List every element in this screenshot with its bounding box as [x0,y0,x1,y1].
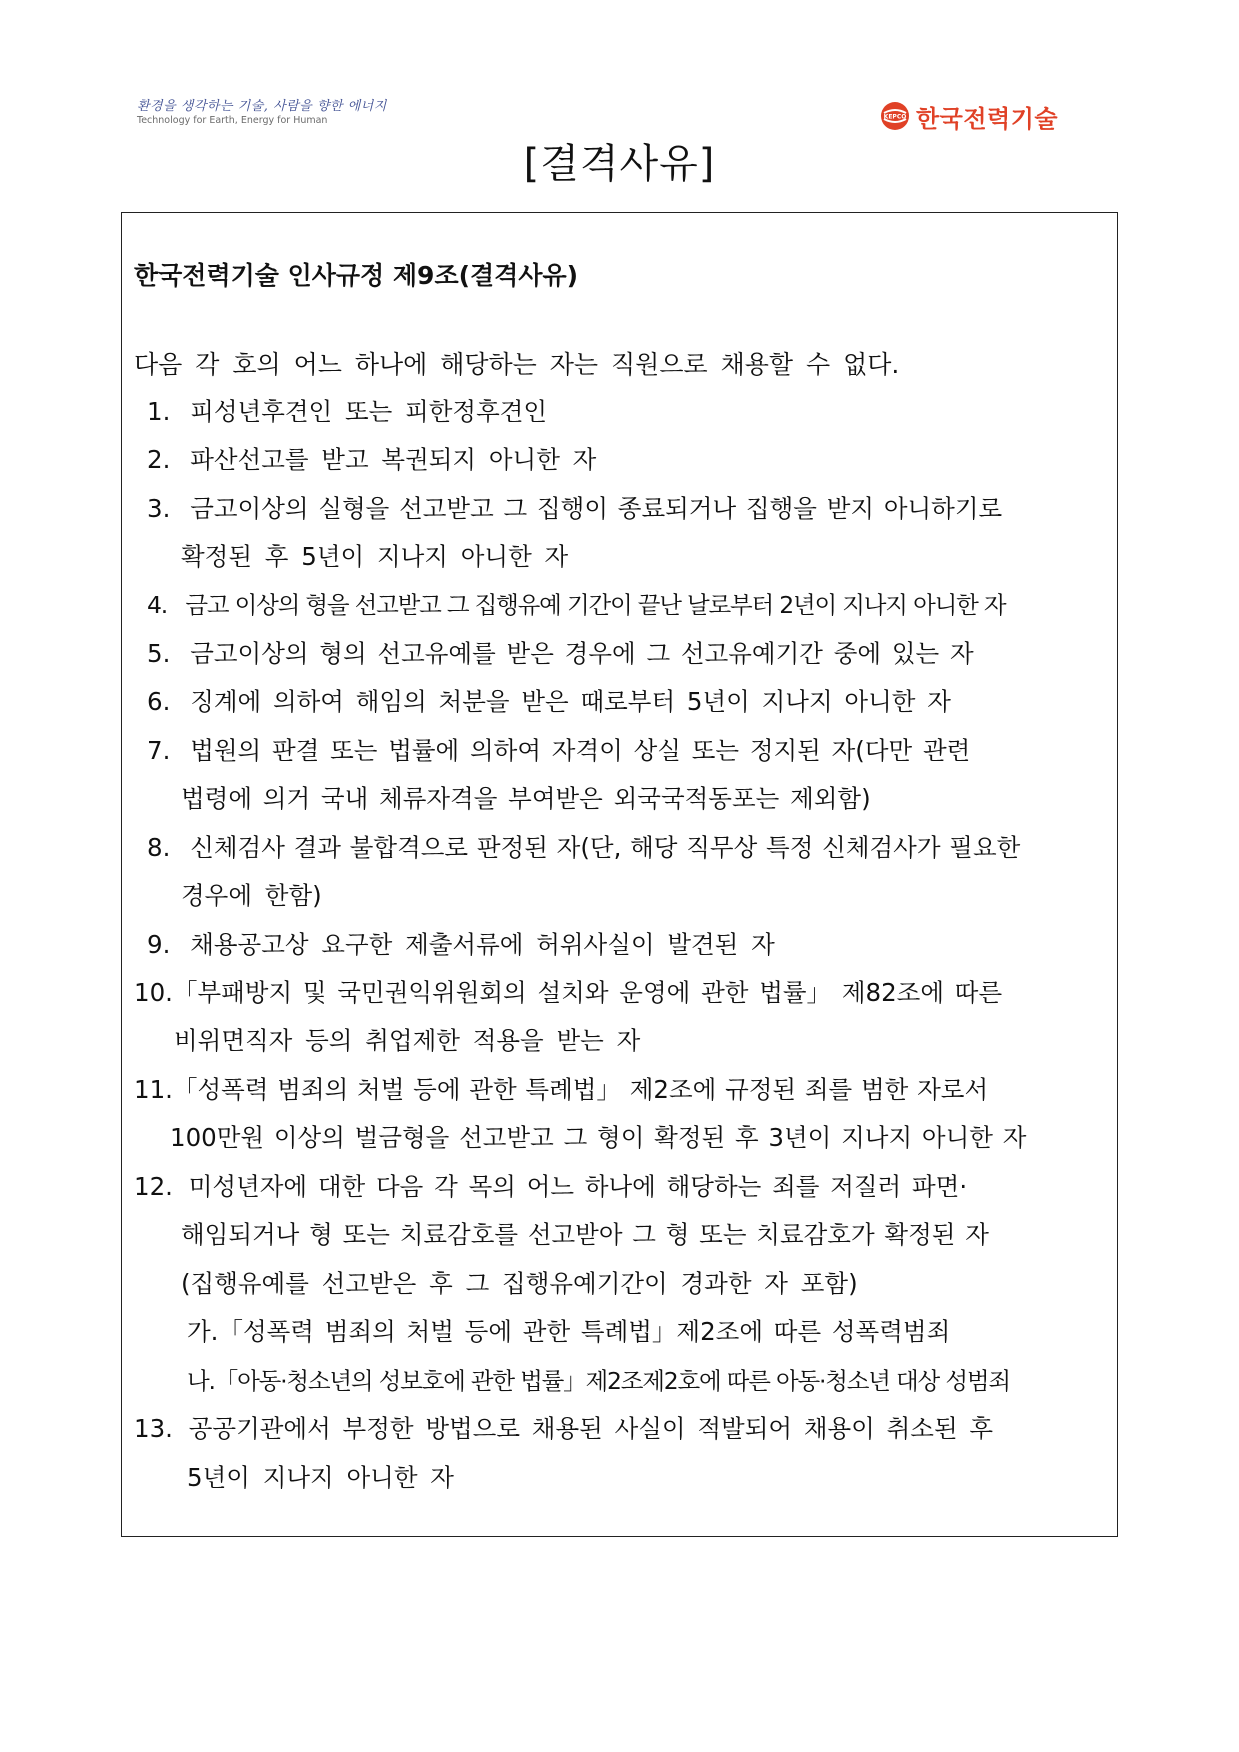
item-number: 5. [147,639,171,668]
item-number: 1. [147,397,171,426]
item-continuation: 비위면직자 등의 취업제한 적용을 받는 자 [174,1026,641,1055]
item-text: 「성폭력 범죄의 처벌 등에 관한 특례법」 제2조에 규정된 죄를 범한 자로서 [172,1075,989,1104]
list-item [147,393,547,428]
item-number: 2. [147,445,171,474]
company-name: 한국전력기술 [916,104,1059,133]
item-text: 금고이상의 실형을 선고받고 그 집행이 종료되거나 집행을 받지 아니하기로 [190,494,1003,523]
item-text: 채용공고상 요구한 제출서류에 허위사실이 발견된 자 [190,930,775,959]
item-number: 4. [147,591,168,619]
sub-item: 나.「아동·청소년의 성보호에 관한 법률」제2조제2호에 따른 아동·청소년 대상 성범죄 [187,1367,1010,1395]
item-continuation: 경우에 한함) [181,881,322,910]
list-item [134,1410,993,1445]
page-title: [결격사유] [523,141,716,187]
list-item [147,490,1002,525]
list-item [147,683,951,718]
item-number: 3. [147,494,171,523]
kepco-logo-icon [880,101,910,131]
company-logo [880,100,1058,132]
item-number: 12. [134,1172,173,1201]
item-continuation: 100만원 이상의 벌금형을 선고받고 그 형이 확정된 후 3년이 지나지 아니한 자 [170,1123,1027,1152]
list-item [147,926,775,961]
item-text: 「부패방지 및 국민권익위원회의 설치와 운영에 관한 법률」 제82조에 따른 [172,978,1003,1007]
logo-mark-text: KEPCO [883,113,907,121]
item-continuation: 5년이 지나지 아니한 자 [187,1463,454,1492]
item-text: 미성년자에 대한 다음 각 목의 어느 하나에 해당하는 죄를 저질러 파면· [188,1172,968,1201]
list-item [147,829,1020,864]
item-text: 공공기관에서 부정한 방법으로 채용된 사실이 적발되어 채용이 취소된 후 [188,1414,994,1443]
list-item [147,732,970,767]
item-text: 파산선고를 받고 복권되지 아니한 자 [190,445,597,474]
clause-title: 한국전력기술 인사규정 제9조(결격사유) [134,261,579,290]
list-item [147,586,1005,620]
item-continuation: 해임되거나 형 또는 치료감호를 선고받아 그 형 또는 치료감호가 확정된 자 [181,1220,989,1249]
item-number: 8. [147,833,171,862]
list-item [147,441,596,476]
item-continuation: 법령에 의거 국내 체류자격을 부여받은 외국국적동포는 제외함) [181,784,871,813]
item-text: 징계에 의하여 해임의 처분을 받은 때로부터 5년이 지나지 아니한 자 [190,687,951,716]
list-item [134,1071,988,1106]
item-number: 10. [134,978,173,1007]
list-item [147,635,974,670]
item-text: 신체검사 결과 불합격으로 판정된 자(단, 해당 직무상 특정 신체검사가 필요한 [190,833,1021,862]
item-number: 6. [147,687,171,716]
list-item [134,1168,967,1203]
slogan-english: Technology for Earth, Energy for Human [137,115,328,126]
item-text: 법원의 판결 또는 법률에 의하여 자격이 상실 또는 정지된 자(다만 관련 [190,736,971,765]
item-number: 9. [147,930,171,959]
slogan [137,95,397,126]
item-text: 피성년후견인 또는 피한정후견인 [190,397,548,426]
item-number: 13. [134,1414,173,1443]
slogan-korean: 환경을 생각하는 기술, 사람을 향한 에너지 [137,99,387,114]
list-item [134,974,1002,1009]
item-number: 11. [134,1075,173,1104]
item-text: 금고 이상의 형을 선고받고 그 집행유예 기간이 끝난 날로부터 2년이 지나지 아니한 자 [185,591,1006,619]
intro-text: 다음 각 호의 어느 하나에 해당하는 자는 직원으로 채용할 수 없다. [134,350,900,379]
item-continuation: (집행유예를 선고받은 후 그 집행유예기간이 경과한 자 포함) [181,1269,858,1298]
item-continuation: 확정된 후 5년이 지나지 아니한 자 [181,542,569,571]
item-number: 7. [147,736,171,765]
sub-item: 가.「성폭력 범죄의 처벌 등에 관한 특례법」제2조에 따른 성폭력범죄 [187,1317,951,1346]
item-text: 금고이상의 형의 선고유예를 받은 경우에 그 선고유예기간 중에 있는 자 [190,639,974,668]
